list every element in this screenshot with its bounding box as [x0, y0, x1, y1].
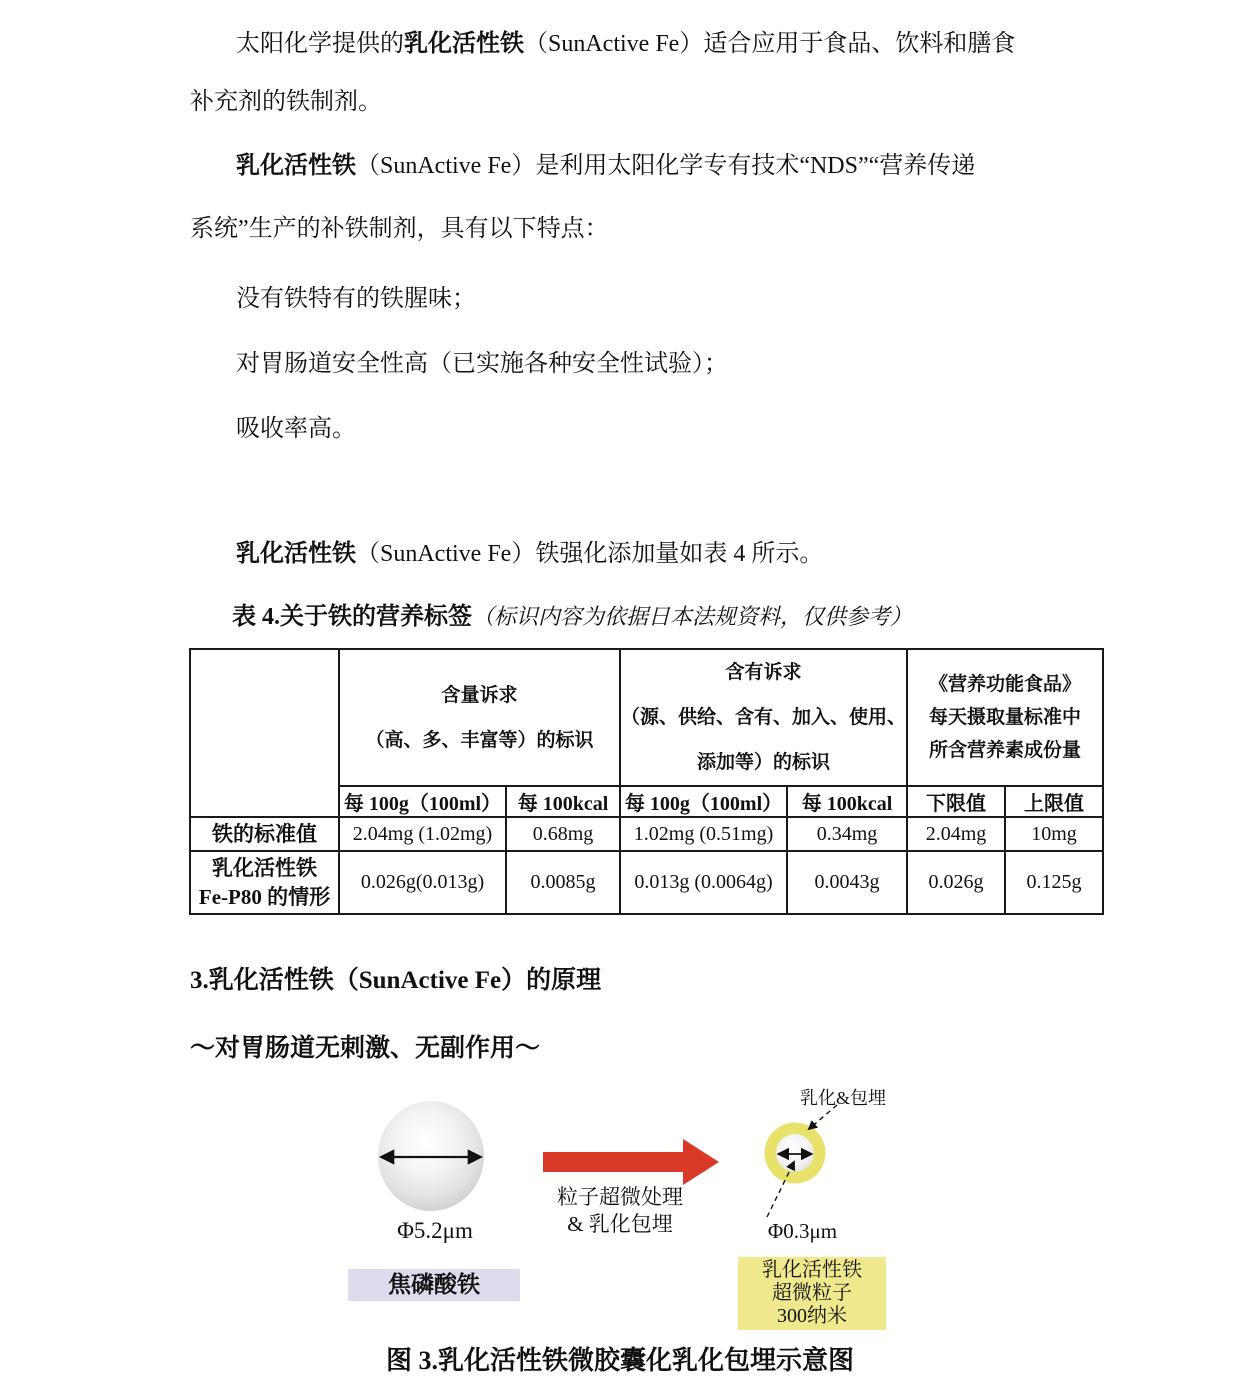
micro-particle-diameter-label: Φ0.3μm — [767, 1219, 838, 1243]
paragraph-3 — [236, 538, 823, 570]
header-contain-claim — [620, 649, 907, 786]
subheader-per100kcal-2: 每 100kcal — [787, 786, 907, 817]
feature-line-1 — [236, 283, 476, 315]
body-text: 补充剂的铁制剂。 — [190, 89, 382, 115]
micro-particle-core — [776, 1134, 814, 1172]
body-text: （SunActive Fe）是利用太阳化学专有技术“NDS”“营养传递 — [356, 153, 976, 179]
header-line: （高、多、丰富等）的标识 — [365, 729, 594, 751]
paragraph-1-line-1 — [236, 28, 1015, 60]
figure-caption: 图 3.乳化活性铁微胶囊化乳化包埋示意图 — [385, 1346, 854, 1375]
table-header-group-row — [190, 649, 1103, 786]
row-label — [190, 851, 339, 914]
subheader-lower-limit: 下限值 — [907, 786, 1005, 817]
table-cell: 2.04mg — [907, 817, 1005, 851]
subheader-per100g-2: 每 100g（100ml） — [620, 786, 787, 817]
table-cell: 10mg — [1005, 817, 1103, 851]
body-text: （SunActive Fe）适合应用于食品、饮料和膳食 — [524, 31, 1016, 57]
body-text: 吸收率高。 — [236, 416, 356, 442]
box-line: 超微粒子 — [772, 1282, 852, 1304]
table-cell: 0.68mg — [506, 817, 620, 851]
row-label: 铁的标准值 — [190, 817, 339, 851]
table-cell: 0.013g (0.0064g) — [620, 851, 787, 914]
header-line: 每天摄取量标准中 — [929, 707, 1082, 728]
table-title-bold: 表 4.关于铁的营养标签 — [232, 604, 472, 630]
header-line: 添加等）的标识 — [697, 752, 831, 773]
body-text-bold: 乳化活性铁 — [404, 31, 524, 57]
table-cell: 0.026g(0.013g) — [339, 851, 506, 914]
paragraph-1-line-2 — [190, 86, 382, 118]
table-corner-cell — [190, 649, 339, 817]
table-title-note: （标识内容为依据日本法规资料，仅供参考） — [472, 604, 913, 629]
process-arrow-icon — [543, 1139, 719, 1185]
table-cell: 2.04mg (1.02mg) — [339, 817, 506, 851]
header-line: （源、供给、含有、加入、使用、 — [621, 707, 907, 728]
ferric-pyrophosphate-box: 焦磷酸铁 — [348, 1269, 520, 1301]
nutrition-table — [189, 648, 1104, 915]
body-text: （SunActive Fe）铁强化添加量如表 4 所示。 — [356, 541, 824, 567]
header-line: 含有诉求 — [725, 662, 802, 683]
feature-line-2 — [236, 348, 728, 380]
body-text: 没有铁特有的铁腥味； — [236, 286, 476, 312]
table-row-iron-standard — [190, 817, 1103, 851]
header-line: 《营养功能食品》 — [929, 674, 1082, 695]
large-particle-diameter-label: Φ5.2μm — [397, 1218, 473, 1243]
header-content-claim — [339, 649, 620, 786]
header-line: 所含营养素成份量 — [929, 740, 1082, 761]
process-label-line-1: 粒子超微处理 — [557, 1185, 683, 1209]
coating-label: 乳化&包埋 — [799, 1088, 886, 1108]
microencapsulation-diagram — [0, 1080, 1240, 1340]
sunactive-particle-box — [738, 1257, 886, 1330]
table-cell: 0.125g — [1005, 851, 1103, 914]
body-text: 系统”生产的补铁制剂，具有以下特点： — [190, 216, 609, 242]
feature-line-3 — [236, 413, 356, 445]
subheader-per100kcal-1: 每 100kcal — [506, 786, 620, 817]
table-cell: 0.0085g — [506, 851, 620, 914]
header-functional-food — [907, 649, 1103, 786]
body-text-bold: 乳化活性铁 — [236, 541, 356, 567]
table-row-fe-p80 — [190, 851, 1103, 914]
table-cell: 1.02mg (0.51mg) — [620, 817, 787, 851]
body-text: 太阳化学提供的 — [236, 31, 404, 57]
paragraph-2-line-1 — [236, 150, 975, 182]
row-label-line: Fe-P80 的情形 — [198, 884, 331, 909]
table-cell: 0.0043g — [787, 851, 907, 914]
body-text: 对胃肠道安全性高（已实施各种安全性试验）； — [236, 351, 728, 377]
paragraph-2-line-2 — [190, 213, 609, 245]
body-text-bold: 乳化活性铁 — [236, 153, 356, 179]
header-line: 含量诉求 — [441, 684, 518, 706]
table-title — [232, 601, 912, 633]
section-subheading: ～对胃肠道无刺激、无副作用～ — [190, 1035, 541, 1062]
box-line: 300纳米 — [777, 1305, 847, 1327]
table-cell: 0.34mg — [787, 817, 907, 851]
box-line: 乳化活性铁 — [762, 1259, 862, 1281]
section-heading: 3.乳化活性铁（SunActive Fe）的原理 — [190, 967, 602, 994]
subheader-upper-limit: 上限值 — [1005, 786, 1103, 817]
row-label-line: 乳化活性铁 — [212, 855, 317, 880]
process-label-line-2: & 乳化包埋 — [567, 1212, 673, 1236]
table-cell: 0.026g — [907, 851, 1005, 914]
subheader-per100g-1: 每 100g（100ml） — [339, 786, 506, 817]
